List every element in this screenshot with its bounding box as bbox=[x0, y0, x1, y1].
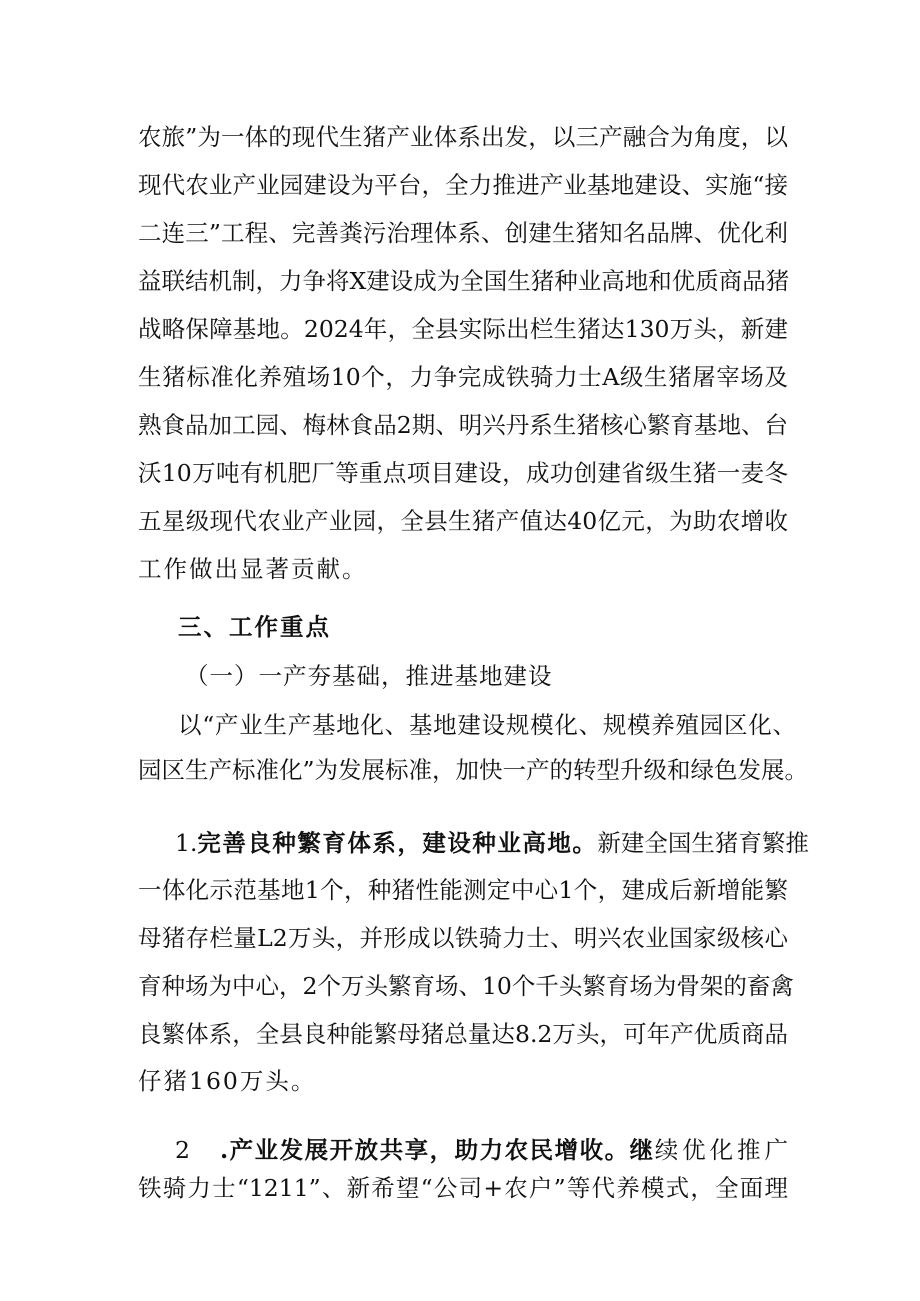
item-1-first-line bbox=[175, 827, 809, 859]
paragraph-line: 育种场为中心，2个万头繁育场、10个千头繁育场为骨架的畜禽 bbox=[138, 972, 794, 1000]
item-2-number: 2 bbox=[175, 1136, 190, 1164]
paragraph-line: 五星级现代农业产业园，全县生猪产值达40亿元，为助农增收 bbox=[138, 507, 788, 535]
paragraph-line: 现代农业产业园建设为平台，全力推进产业基地建设、实施“接 bbox=[138, 171, 788, 199]
paragraph-line: 母猪存栏量L2万头，并形成以铁骑力士、明兴农业国家级核心 bbox=[138, 924, 788, 952]
item-2-title: .产业发展开放共享，助力农民增收。继 bbox=[220, 1136, 655, 1164]
paragraph-line: 沃10万吨有机肥厂等重点项目建设，成功创建省级生猪一麦冬 bbox=[138, 459, 788, 487]
paragraph-line: 园区生产标准化”为发展标准，加快一产的转型升级和绿色发展。 bbox=[138, 756, 809, 784]
paragraph-line: 工作做出显著贡献。 bbox=[138, 555, 368, 583]
paragraph-line: 农旅”为一体的现代生猪产业体系出发，以三产融合为角度，以 bbox=[138, 123, 788, 151]
paragraph-line: 熟食品加工园、梅林食品2期、明兴丹系生猪核心繁育基地、台 bbox=[138, 411, 788, 439]
subsection-heading: （一）一产夯基础，推进基地建设 bbox=[185, 662, 553, 690]
paragraph-line: 一体化示范基地1个，种猪性能测定中心1个，建成后新增能繁 bbox=[138, 876, 788, 904]
item-1-text: 新建全国生猪育繁推 bbox=[597, 829, 809, 857]
item-2-text: 续优化推广 bbox=[654, 1136, 788, 1164]
paragraph-line: 益联结机制，力争将X建设成为全国生猪种业高地和优质商品猪 bbox=[138, 267, 790, 295]
item-1-title: 完善良种繁育体系，建设种业高地。 bbox=[197, 829, 598, 857]
paragraph-line: 战略保障基地。2024年，全县实际出栏生猪达130万头，新建 bbox=[138, 315, 788, 343]
paragraph-line: 二连三”工程、完善粪污治理体系、创建生猪知名品牌、优化利 bbox=[138, 219, 788, 247]
paragraph-line: 生猪标准化养殖场10个，力争完成铁骑力士A级生猪屠宰场及 bbox=[138, 363, 788, 391]
section-heading: 三、工作重点 bbox=[178, 613, 331, 641]
item-1-number: 1. bbox=[175, 829, 198, 857]
item-2-first-line bbox=[175, 1134, 788, 1166]
paragraph-line: 良繁体系，全县良种能繁母猪总量达8.2万头，可年产优质商品 bbox=[138, 1020, 788, 1048]
paragraph-line: 仔猪160万头。 bbox=[138, 1067, 317, 1095]
paragraph-line: 以“产业生产基地化、基地建设规模化、规模养殖园区化、 bbox=[178, 711, 796, 739]
paragraph-line: 铁骑力士“1211”、新希望“公司+农户”等代养模式，全面理 bbox=[138, 1174, 788, 1202]
